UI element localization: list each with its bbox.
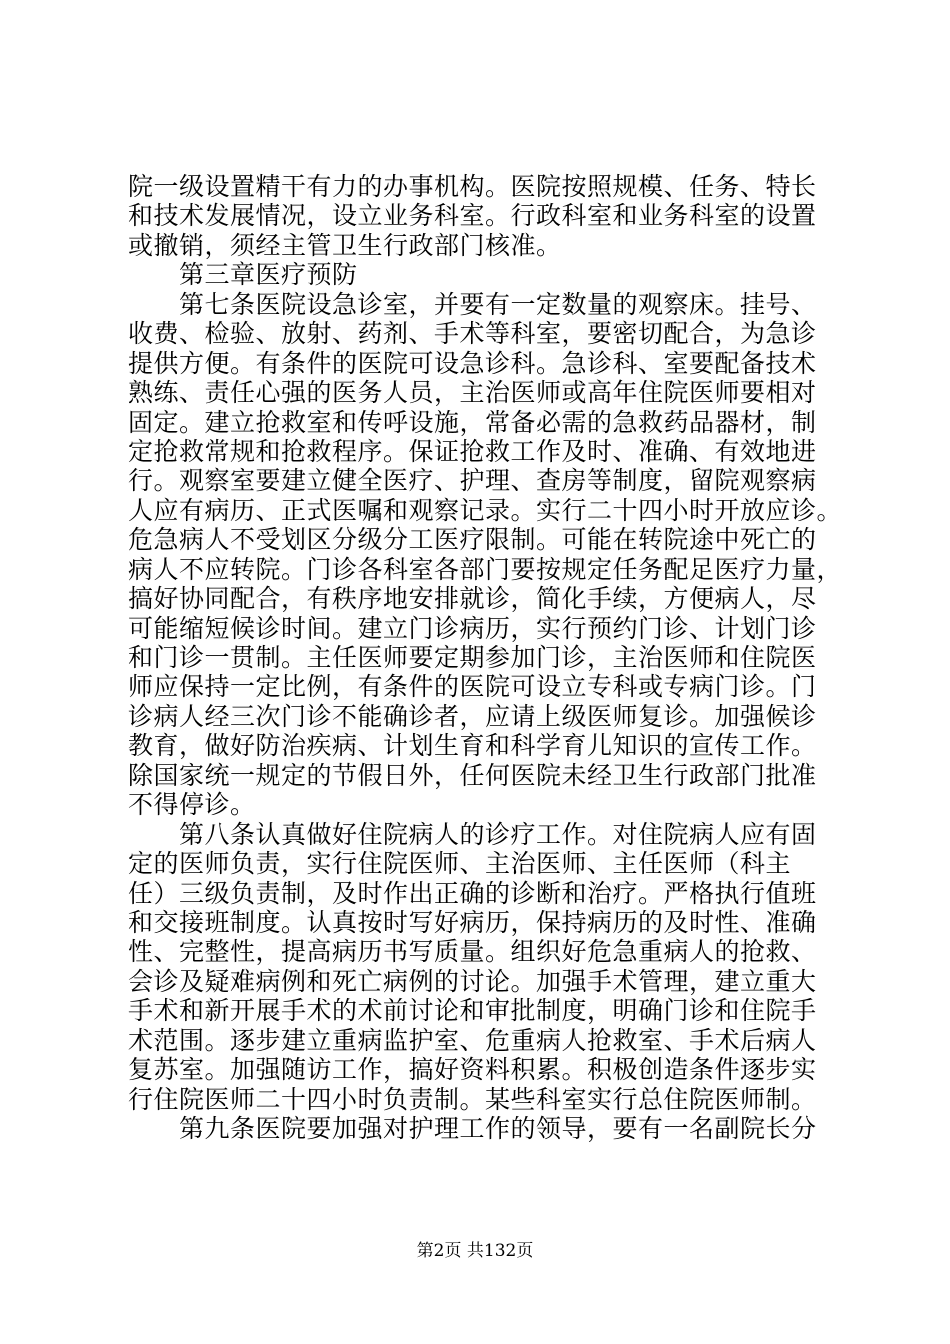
text-line: 行住院医师二十四小时负责制。某些科室实行总住院医师制。 (128, 1084, 817, 1114)
text-line: 教育，做好防治疾病、计划生育和科学育儿知识的宣传工作。 (128, 731, 817, 761)
text-line: 固定。建立抢救室和传呼设施，常备必需的急救药品器材，制 (128, 407, 817, 437)
text-line: 术范围。逐步建立重病监护室、危重病人抢救室、手术后病人 (128, 1025, 817, 1055)
text-line: 搞好协同配合，有秩序地安排就诊，简化手续，方便病人，尽 (128, 584, 817, 614)
text-line: 收费、检验、放射、药剂、手术等科室，要密切配合，为急诊 (128, 319, 817, 349)
text-line: 提供方便。有条件的医院可设急诊科。急诊科、室要配备技术 (128, 348, 817, 378)
text-line: 定的医师负责，实行住院医师、主治医师、主任医师（科主 (128, 849, 792, 879)
text-line: 危急病人不受划区分级分工医疗限制。可能在转院途中死亡的 (128, 525, 817, 555)
text-line: 除国家统一规定的节假日外，任何医院未经卫生行政部门批准 (128, 760, 817, 790)
text-line: 任）三级负责制，及时作出正确的诊断和治疗。严格执行值班 (128, 878, 817, 908)
text-line: 熟练、责任心强的医务人员，主治医师或高年住院医师要相对 (128, 378, 817, 408)
text-line: 复苏室。加强随访工作，搞好资料积累。积极创造条件逐步实 (128, 1055, 817, 1085)
text-line: 第七条医院设急诊室，并要有一定数量的观察床。挂号、 (179, 289, 817, 319)
text-line: 人应有病历、正式医嘱和观察记录。实行二十四小时开放应诊。 (128, 495, 843, 525)
text-line: 手术和新开展手术的术前讨论和审批制度，明确门诊和住院手 (128, 996, 817, 1026)
text-line: 或撤销，须经主管卫生行政部门核准。 (128, 230, 562, 260)
document-body (128, 172, 843, 1143)
text-line: 第三章医疗预防 (179, 260, 358, 290)
text-line: 诊病人经三次门诊不能确诊者，应请上级医师复诊。加强候诊 (128, 701, 817, 731)
text-line: 和门诊一贯制。主任医师要定期参加门诊，主治医师和住院医 (128, 643, 817, 672)
text-line: 会诊及疑难病例和死亡病例的讨论。加强手术管理，建立重大 (128, 966, 817, 996)
text-line: 病人不应转院。门诊各科室各部门要按规定任务配足医疗力量， (128, 554, 843, 584)
text-line: 不得停诊。 (128, 790, 256, 820)
text-line: 性、完整性，提高病历书写质量。组织好危急重病人的抢救、 (128, 937, 817, 967)
text-line: 行。观察室要建立健全医疗、护理、查房等制度，留院观察病 (128, 466, 817, 496)
text-line: 第九条医院要加强对护理工作的领导，要有一名副院长分 (179, 1114, 817, 1143)
text-line: 和技术发展情况，设立业务科室。行政科室和业务科室的设置 (128, 201, 817, 231)
page-footer: 第2页 共132页 (416, 1241, 534, 1261)
text-line: 定抢救常规和抢救程序。保证抢救工作及时、准确、有效地进 (128, 436, 817, 466)
text-line: 院一级设置精干有力的办事机构。医院按照规模、任务、特长 (128, 172, 817, 201)
text-line: 第八条认真做好住院病人的诊疗工作。对住院病人应有固 (179, 819, 817, 849)
text-line: 可能缩短候诊时间。建立门诊病历，实行预约门诊、计划门诊 (128, 613, 817, 643)
text-line: 师应保持一定比例，有条件的医院可设立专科或专病门诊。门 (128, 672, 817, 702)
text-line: 和交接班制度。认真按时写好病历，保持病历的及时性、准确 (128, 907, 817, 937)
